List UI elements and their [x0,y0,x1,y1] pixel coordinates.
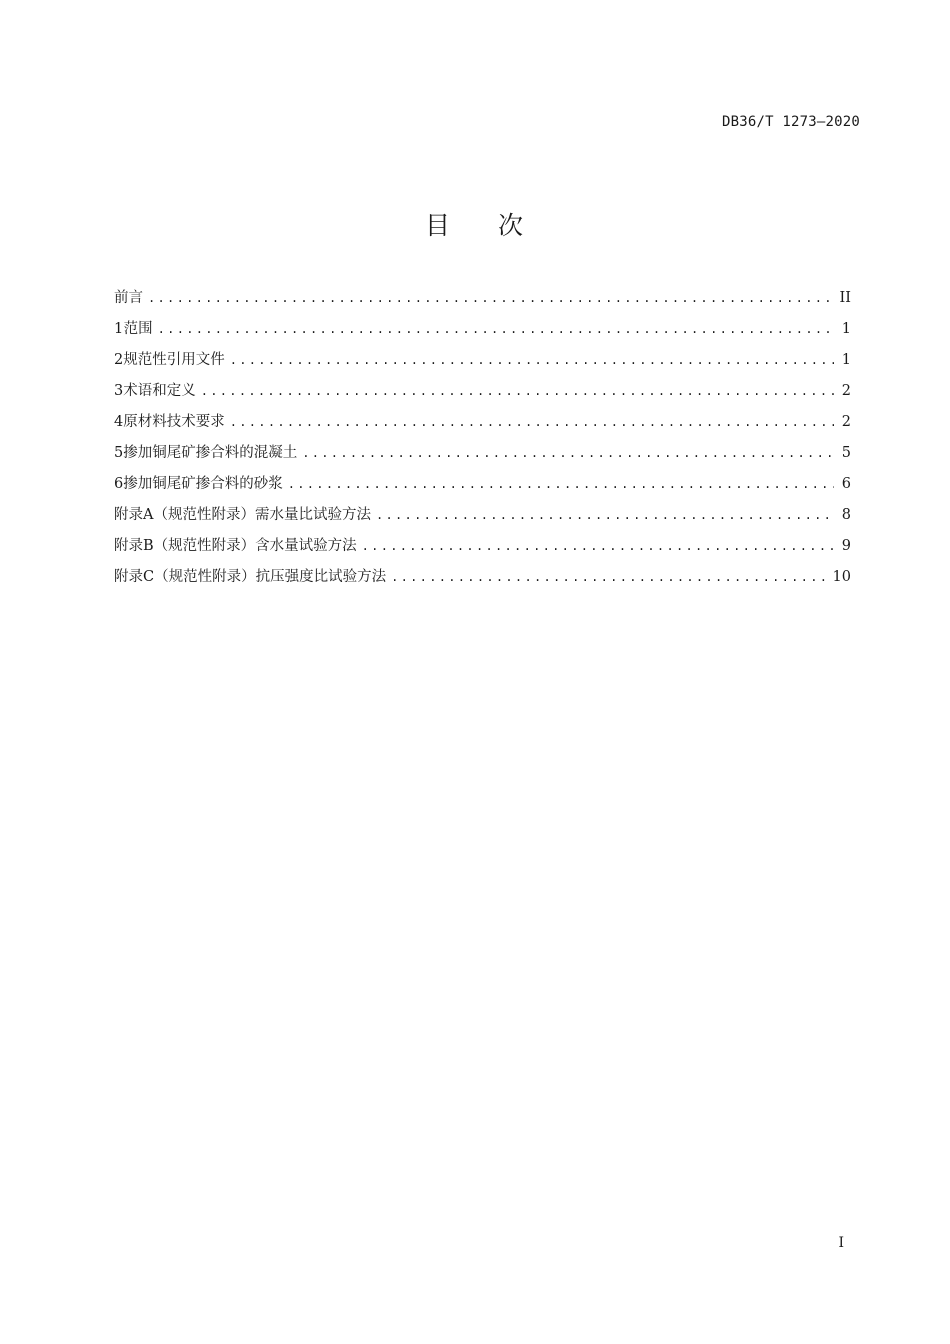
toc-item-raw-material-requirements[interactable] [114,410,851,441]
toc-item-page: 6 [841,476,851,492]
toc-item-number: 附录A [114,507,154,523]
toc-item-label: 前言 [114,290,143,306]
toc-item-number: 6 [114,476,124,492]
toc-item-label: 需水量比试验方法 [254,507,371,523]
toc-item-number: 3 [114,383,124,399]
toc-dot-leader [158,317,834,341]
toc-item-annex-type: （规范性附录） [154,569,256,585]
toc-item-number: 1 [114,321,124,337]
toc-item-page: II [839,290,851,306]
toc-item-label: 掺加铜尾矿掺合料的混凝土 [123,445,298,461]
toc-item-number: 附录B [114,538,154,554]
toc-item-page: 10 [832,569,851,585]
toc-dot-leader [288,472,834,496]
toc-item-page: 5 [841,445,851,461]
toc-item-normative-references[interactable] [114,348,851,379]
toc-item-label: 抗压强度比试验方法 [255,569,387,585]
page-title [0,206,950,242]
toc-item-label: 含水量试验方法 [255,538,357,554]
toc-item-foreword[interactable] [114,286,851,317]
toc-item-page: 1 [841,352,851,368]
toc-item-label: 术语和定义 [123,383,196,399]
toc-item-label: 范围 [123,321,153,337]
toc-item-page: 2 [841,414,851,430]
toc-item-number: 2 [114,352,124,368]
document-code: DB36/T 1273—2020 [721,114,860,130]
toc-item-label: 掺加铜尾矿掺合料的砂浆 [123,476,283,492]
toc-item-label: 规范性引用文件 [123,352,225,368]
toc-item-page: 8 [841,507,851,523]
table-of-contents [114,286,851,596]
toc-item-annex-type: （规范性附录） [153,538,256,554]
toc-item-appendix-b[interactable] [114,534,851,565]
toc-item-label: 原材料技术要求 [123,414,225,430]
toc-item-number: 5 [114,445,124,461]
page-number: I [838,1235,844,1251]
toc-item-mortar[interactable] [114,472,851,503]
toc-item-concrete[interactable] [114,441,851,472]
toc-dot-leader [148,286,832,310]
toc-item-number: 附录C [114,569,155,585]
toc-dot-leader [376,503,834,527]
toc-dot-leader [230,348,834,372]
toc-item-number: 4 [114,414,124,430]
toc-item-page: 9 [841,538,851,554]
title-char-2: 次 [498,211,526,240]
toc-item-appendix-a[interactable] [114,503,851,534]
toc-dot-leader [362,534,834,558]
toc-dot-leader [302,441,834,465]
title-char-1: 目 [424,211,452,240]
toc-dot-leader [201,379,834,403]
toc-item-scope[interactable] [114,317,851,348]
toc-item-annex-type: （规范性附录） [153,507,255,523]
toc-dot-leader [230,410,834,434]
toc-item-appendix-c[interactable] [114,565,851,596]
toc-dot-leader [391,565,824,589]
toc-item-page: 1 [841,321,851,337]
toc-item-terms-definitions[interactable] [114,379,851,410]
toc-item-page: 2 [841,383,851,399]
